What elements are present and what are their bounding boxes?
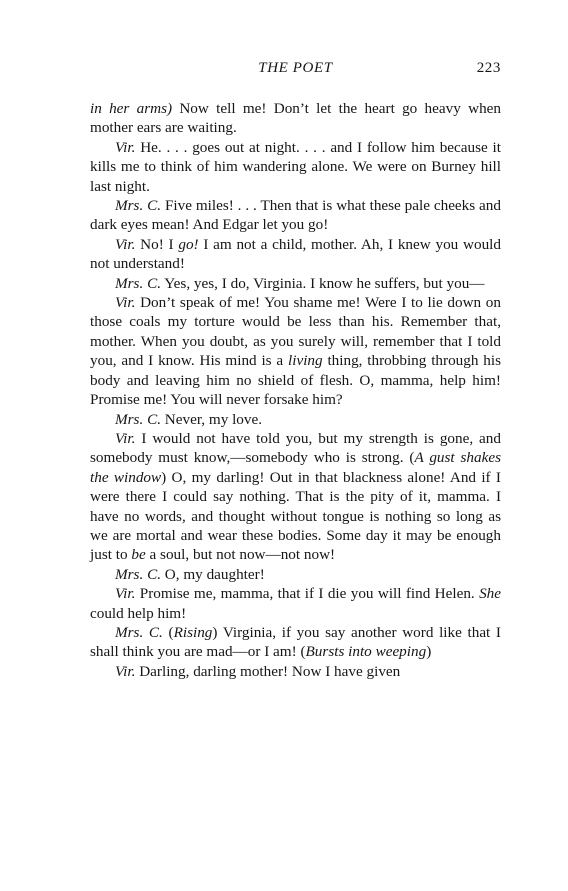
italic-text: Vir. bbox=[115, 662, 136, 680]
paragraph bbox=[90, 293, 501, 409]
paragraph bbox=[90, 99, 501, 138]
italic-text: Vir. bbox=[115, 294, 136, 312]
paragraph bbox=[90, 429, 501, 565]
paragraph bbox=[90, 196, 501, 235]
paragraph bbox=[90, 138, 501, 196]
text-run: I would not have told you, but my strength is gone, and somebody must know,—somebody who is strong. ( bbox=[90, 429, 501, 467]
italic-text: go! bbox=[178, 235, 199, 253]
italic-text: Mrs. C. bbox=[115, 197, 162, 215]
text-run: ( bbox=[162, 623, 174, 641]
paragraph bbox=[90, 662, 501, 681]
text-run: thing, throbbing through his body and leaving him no shield of flesh. O, mamma, help him! Promise me! You will never forsake him? bbox=[90, 352, 502, 409]
italic-text: She bbox=[479, 585, 501, 603]
text-run: ) bbox=[426, 643, 432, 661]
text-run: I am not a child, mother. Ah, I knew you would not understand! bbox=[90, 235, 501, 273]
text-run: ) Virginia, if you say another word like that I shall think you are mad—or I am! ( bbox=[90, 623, 501, 661]
italic-text: Bursts into weeping bbox=[305, 643, 427, 661]
paragraph bbox=[90, 565, 501, 584]
italic-text: Mrs. C. bbox=[115, 274, 161, 292]
page-body bbox=[90, 99, 501, 681]
text-run: Now tell me! Don’t let the heart go heavy when mother ears are waiting. bbox=[90, 100, 501, 137]
italic-text: in her arms) bbox=[90, 100, 173, 117]
text-run: No! I bbox=[135, 235, 179, 253]
italic-text: be bbox=[131, 546, 146, 564]
paragraph bbox=[90, 235, 501, 274]
paragraph bbox=[90, 274, 501, 293]
italic-text: Rising bbox=[173, 623, 213, 641]
italic-text: Mrs. C. bbox=[115, 623, 163, 641]
italic-text: Mrs. C. bbox=[115, 565, 161, 583]
text-run: could help him! bbox=[90, 604, 187, 622]
text-run: Promise me, mamma, that if I die you will find Helen. bbox=[135, 585, 480, 603]
italic-text: Vir. bbox=[115, 235, 136, 253]
paragraph bbox=[90, 584, 501, 623]
text-run: O, my daughter! bbox=[161, 565, 265, 583]
italic-text: Mrs. C. bbox=[115, 410, 161, 428]
text-run: Never, my love. bbox=[161, 410, 263, 428]
italic-text: Vir. bbox=[115, 585, 136, 603]
text-run: Yes, yes, I do, Virginia. I know he suffers, but you— bbox=[161, 274, 485, 292]
italic-text: A gust shakes the window bbox=[90, 449, 501, 486]
italic-text: Vir. bbox=[115, 138, 136, 156]
running-title: THE POET bbox=[258, 60, 333, 76]
text-run: ) O, my darling! Out in that blackness alone! And if I were there I could say nothing. That is the pity of it, mamma. I have no words, and thought without tongue is nothing so long as we are mortal and wear these bodies. Some day it may be enough just to bbox=[90, 468, 501, 564]
text-run: Darling, darling mother! Now I have given bbox=[135, 662, 401, 680]
paragraph bbox=[90, 410, 501, 429]
text-run: Don’t speak of me! You shame me! Were I to lie down on those coals my torture would be less than his. Remember that, mother. When you doubt, as you surely will, remember that I told you, and I know. His mind is a bbox=[90, 294, 501, 370]
paragraph bbox=[90, 623, 501, 662]
text-run: He. . . . goes out at night. . . . and I follow him because it kills me to think of him wandering alone. We were on Burney hill last night. bbox=[90, 138, 501, 195]
running-header bbox=[90, 60, 501, 84]
text-run: a soul, but not now—not now! bbox=[145, 546, 336, 564]
text-run: Five miles! . . . Then that is what these pale cheeks and dark eyes mean! And Edgar let you go! bbox=[90, 197, 501, 234]
italic-text: living bbox=[288, 352, 323, 370]
page-number: 223 bbox=[476, 60, 501, 76]
italic-text: Vir. bbox=[115, 429, 136, 447]
